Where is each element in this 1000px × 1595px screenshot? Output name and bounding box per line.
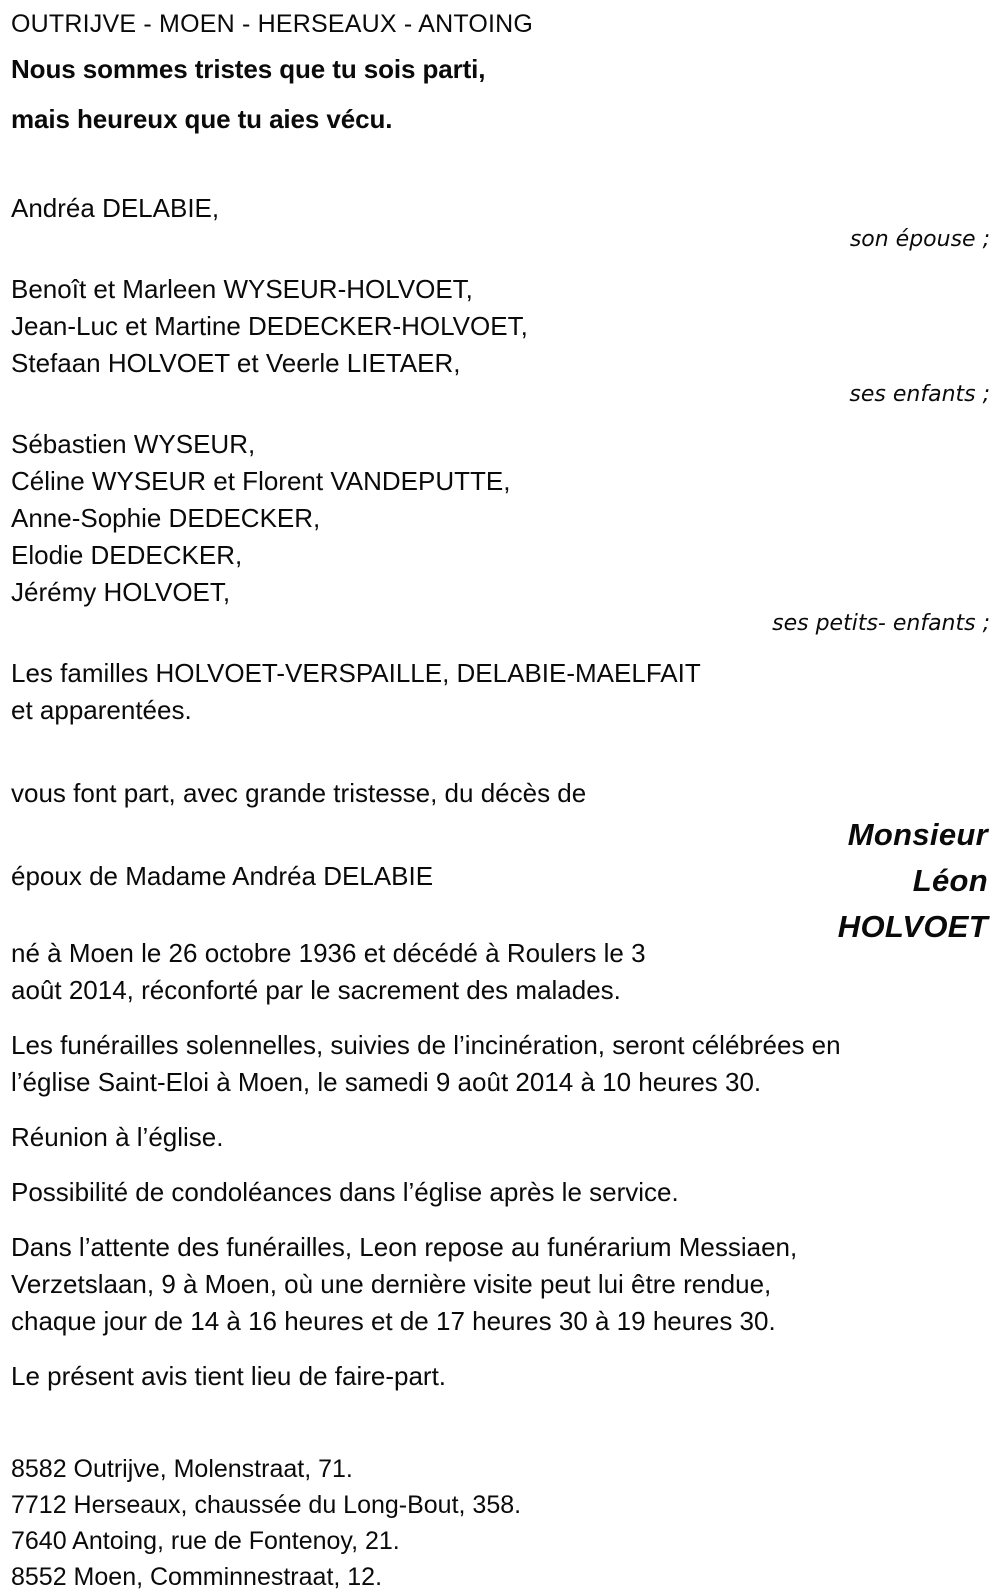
survivor-child-name: Jean-Luc et Martine DEDECKER-HOLVOET, xyxy=(11,311,528,341)
survivor-grandchild-name: Céline WYSEUR et Florent VANDEPUTTE, xyxy=(11,466,511,496)
spacer xyxy=(0,134,1000,190)
localities-header: OUTRIJVE - MOEN - HERSEAUX - ANTOING xyxy=(11,10,534,38)
spouse-of-line: époux de Madame Andréa DELABIE xyxy=(11,861,434,891)
survivor-families-line-1: Les familles HOLVOET-VERSPAILLE, DELABIE-MAELFAIT xyxy=(11,658,701,688)
survivor-grandchild-name: Anne-Sophie DEDECKER, xyxy=(11,503,321,533)
survivor-grandchild-name: Jérémy HOLVOET, xyxy=(11,577,231,607)
spacer xyxy=(0,1009,1000,1027)
address-line: 7712 Herseaux, chaussée du Long-Bout, 358. xyxy=(11,1491,522,1519)
spacer xyxy=(0,253,1000,271)
epigraph-line-1: Nous sommes tristes que tu sois parti, xyxy=(11,54,486,84)
spacer xyxy=(0,1340,1000,1358)
birth-death-line-2: août 2014, réconforté par le sacrement des malades. xyxy=(11,975,621,1005)
funeral-line-2: l’église Saint-Eloi à Moen, le samedi 9 août 2014 à 10 heures 30. xyxy=(11,1067,762,1097)
deceased-last-name: HOLVOET xyxy=(837,909,988,944)
condolences-line: Possibilité de condoléances dans l’église après le service. xyxy=(11,1177,679,1207)
address-line: 7640 Antoing, rue de Fontenoy, 21. xyxy=(11,1527,400,1555)
gathering-line: Réunion à l’église. xyxy=(11,1122,224,1152)
spacer xyxy=(0,408,1000,426)
survivor-spouse-name: Andréa DELABIE, xyxy=(11,193,220,223)
relation-label-children: ses enfants ; xyxy=(849,382,990,407)
spacer xyxy=(0,1156,1000,1174)
funerarium-line-3: chaque jour de 14 à 16 heures et de 17 heures 30 à 19 heures 30. xyxy=(11,1306,776,1336)
deceased-title: Monsieur xyxy=(847,817,988,852)
relation-label-spouse: son épouse ; xyxy=(849,227,990,252)
relation-label-grandchildren: ses petits- enfants ; xyxy=(772,611,990,636)
funerarium-line-1: Dans l’attente des funérailles, Leon repose au funérarium Messiaen, xyxy=(11,1232,798,1262)
survivor-child-name: Benoît et Marleen WYSEUR-HOLVOET, xyxy=(11,274,473,304)
birth-death-line-1: né à Moen le 26 octobre 1936 et décédé à Roulers le 3 xyxy=(11,938,646,968)
spacer xyxy=(0,1101,1000,1119)
survivor-families-line-2: et apparentées. xyxy=(11,695,192,725)
deceased-name-block xyxy=(648,812,988,950)
notice-line: Le présent avis tient lieu de faire-part. xyxy=(11,1361,447,1391)
deceased-first-name: Léon xyxy=(912,863,988,898)
announcement-line: vous font part, avec grande tristesse, du décès de xyxy=(11,778,587,808)
spacer xyxy=(0,1211,1000,1229)
epigraph-line-2: mais heureux que tu aies vécu. xyxy=(11,104,393,134)
survivor-grandchild-name: Sébastien WYSEUR, xyxy=(11,429,256,459)
address-line: 8552 Moen, Comminnestraat, 12. xyxy=(11,1563,383,1591)
survivor-child-name: Stefaan HOLVOET et Veerle LIETAER, xyxy=(11,348,461,378)
survivor-grandchild-name: Elodie DEDECKER, xyxy=(11,540,243,570)
spacer xyxy=(0,637,1000,655)
spacer xyxy=(0,729,1000,775)
funeral-line-1: Les funérailles solennelles, suivies de l’incinération, seront célébrées en xyxy=(11,1030,841,1060)
funerarium-line-2: Verzetslaan, 9 à Moen, où une dernière visite peut lui être rendue, xyxy=(11,1269,772,1299)
address-line: 8582 Outrijve, Molenstraat, 71. xyxy=(11,1455,353,1483)
spacer xyxy=(0,1395,1000,1451)
